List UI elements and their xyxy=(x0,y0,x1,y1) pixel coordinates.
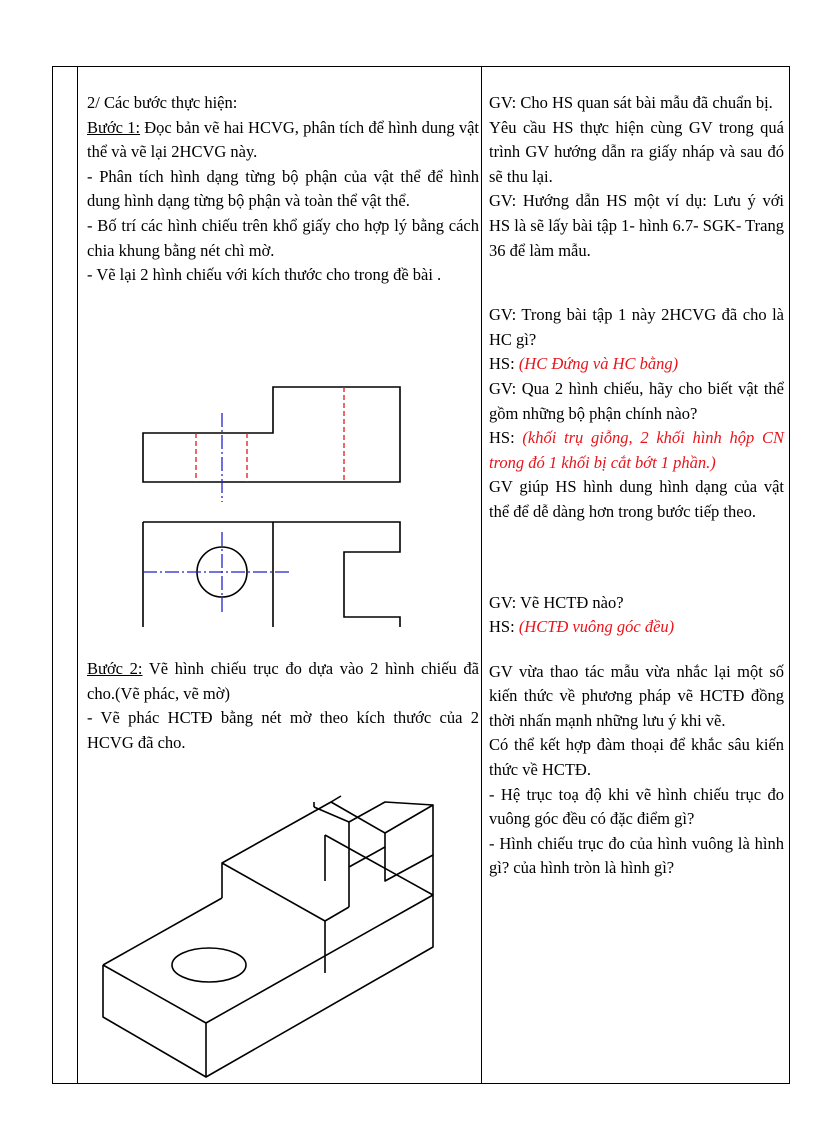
step2-bullet-sketch: - Vẽ phác HCTĐ bằng nét mờ theo kích thước của 2 HCVG đã cho. xyxy=(87,708,479,752)
note-p5: GV: Qua 2 hình chiếu, hãy cho biết vật thể gồm những bộ phận chính nào? xyxy=(489,378,784,423)
note-p6: GV giúp HS hình dung hình dạng của vật thể để dễ dàng hơn trong bước tiếp theo. xyxy=(489,477,784,521)
steps-heading: 2/ Các bước thực hiện: xyxy=(87,93,238,112)
hs1-answer: (HC Đứng và HC bằng) xyxy=(518,354,679,374)
step2-paragraph xyxy=(87,657,479,706)
front-view-outline xyxy=(143,387,400,482)
step1-paragraph xyxy=(87,116,479,165)
hs1-label: HS: xyxy=(489,354,519,374)
step1-bullet-analyze: - Phân tích hình dạng từng bộ phận của vật thể để hình dung hình dạng từng bộ phận và toàn thể vật thể. xyxy=(87,166,479,211)
isometric-drawing xyxy=(93,782,483,1082)
step1-bullet-redraw: - Vẽ lại 2 hình chiếu với kích thước cho trong đề bài . xyxy=(87,265,442,285)
note-p4: GV: Trong bài tập 1 này 2HCVG đã cho là HC gì? xyxy=(489,305,784,349)
step2-label: Bước 2: xyxy=(87,659,143,678)
note-hs1 xyxy=(489,352,784,377)
note-p7: GV: Vẽ HCTĐ nào? xyxy=(489,592,624,612)
note-hs2 xyxy=(489,426,784,475)
center-lines xyxy=(143,413,289,612)
note-p9: Có thể kết hợp đàm thoại để khắc sâu kiến thức về HCTĐ. xyxy=(489,735,784,780)
steps-column xyxy=(87,91,479,288)
note-p1: GV: Cho HS quan sát bài mẫu đã chuẩn bị. xyxy=(489,93,773,112)
note-p2: Yêu cầu HS thực hiện cùng GV trong quá trình GV hướng dẫn ra giấy nháp và sau đó sẽ thu lại. xyxy=(489,117,784,186)
step1-bullet-layout: - Bố trí các hình chiếu trên khổ giấy cho hợp lý bằng cách chia khung bằng nét chì mờ. xyxy=(87,215,479,260)
teacher-notes-column xyxy=(489,91,784,881)
top-view-outline xyxy=(143,522,400,627)
note-hs3 xyxy=(489,615,784,640)
hole-ellipse xyxy=(172,948,246,982)
step1-label: Bước 1: xyxy=(87,117,141,137)
step2-text: Vẽ hình chiếu trục đo dựa vào 2 hình chiếu đã cho.(Vẽ phác, vẽ mờ) xyxy=(87,659,479,703)
table-divider-1 xyxy=(77,67,78,1083)
hs3-answer: (HCTĐ vuông góc đều) xyxy=(518,617,675,637)
hs2-label: HS: xyxy=(489,428,523,448)
hs2-answer: (khối trụ giỗng, 2 khối hình hộp CN trong đó 1 khối bị cắt bớt 1 phần.) xyxy=(489,428,784,472)
orthographic-views-drawing xyxy=(113,367,433,627)
lesson-table xyxy=(52,66,790,1084)
step1-text: Đọc bản vẽ hai HCVG, phân tích để hình dung vật thể và vẽ lại 2HCVG này. xyxy=(87,117,479,162)
note-p11: - Hình chiếu trục đo của hình vuông là hình gì? của hình tròn là hình gì? xyxy=(489,833,784,878)
hidden-lines xyxy=(196,387,344,482)
note-p3: GV: Hướng dẫn HS một ví dụ: Lưu ý với HS là sẽ lấy bài tập 1- hình 6.7- SGK- Trang 36 để làm mẫu. xyxy=(489,191,784,260)
step2-block xyxy=(87,657,479,755)
note-p10: - Hệ trục toạ độ khi vẽ hình chiếu trục đo vuông góc đều có đặc điểm gì? xyxy=(489,784,784,829)
note-p8: GV vừa thao tác mẫu vừa nhắc lại một số kiến thức về phương pháp vẽ HCTĐ đồng thời nhấn mạnh những lưu ý khi vẽ. xyxy=(489,661,784,730)
hs3-label: HS: xyxy=(489,617,519,637)
